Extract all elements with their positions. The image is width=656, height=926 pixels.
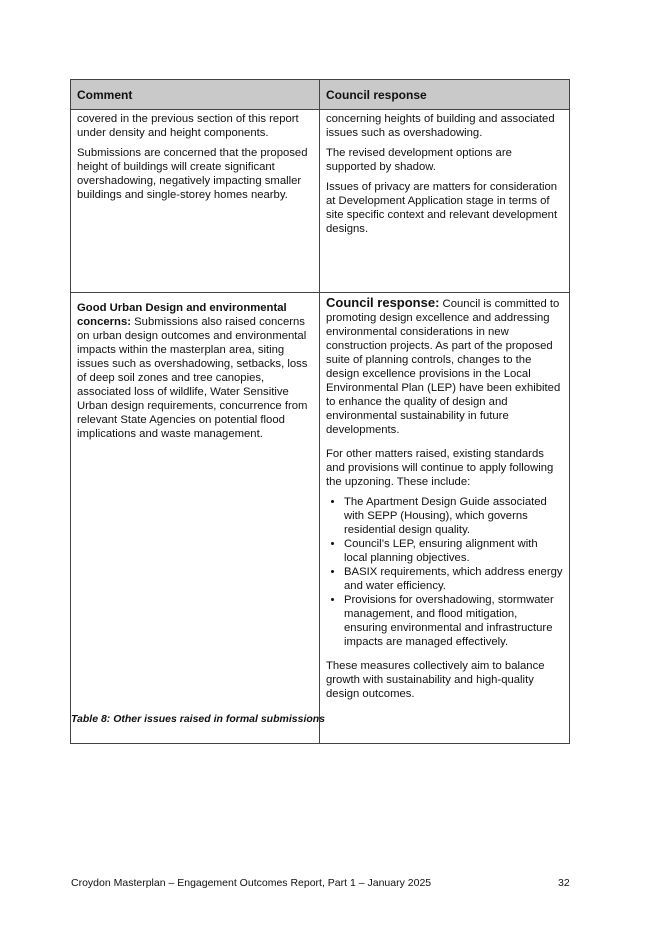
table-caption: Table 8: Other issues raised in formal submissions [71, 713, 326, 725]
response-intro [326, 296, 563, 437]
comment-body: Submissions also raised concerns on urban design outcomes and environmental impacts within the masterplan area, siting issues such as overshadowing, setbacks, loss of deep soil zones and tree canopies, associated loss of wildlife, Water Sensitive Urban design requirements, concurrence from relevant State Agencies on potential flood implications and waste management. [77, 316, 308, 440]
response-intro-text: Council is committed to promoting design excellence and addressing environmental considerations in new construction projects. As part of the proposed suite of planning controls, changes to the design excellence provisions in the Local Environmental Plan (LEP) have been exhibited to enhance the quality of design and environmental sustainability in future developments. [326, 298, 561, 436]
header-comment: Comment [71, 80, 320, 110]
response-closing: These measures collectively aim to balance growth with sustainability and high-quality design outcomes. [326, 660, 545, 700]
list-item: • Provisions for overshadowing, stormwater management, and flood mitigation, ensuring environmental and infrastructure impacts are managed effectively. [344, 593, 563, 649]
table-header-row [71, 80, 570, 110]
comment-heading: Good Urban Design and environmental concerns: [77, 302, 287, 328]
response-paragraph: Issues of privacy are matters for consideration at Development Application stage in terms of site specific context and relevant development designs. [326, 181, 558, 235]
list-item: • Council’s LEP, ensuring alignment with local planning objectives. [344, 537, 563, 565]
comment-paragraph: Submissions are concerned that the proposed height of buildings will create significant overshadowing, negatively impacting smaller buildings and single-storey homes nearby. [77, 147, 308, 201]
table-row [71, 110, 570, 293]
response-paragraph: The revised development options are supported by shadow. [326, 147, 512, 173]
response-paragraph: concerning heights of building and associated issues such as overshadowing. [326, 113, 555, 139]
comment-cell [71, 293, 320, 744]
table-row [71, 293, 570, 744]
header-council-response: Council response [320, 80, 570, 110]
comment-paragraph: covered in the previous section of this report under density and height components. [77, 113, 299, 139]
footer-text: Croydon Masterplan – Engagement Outcomes Report, Part 1 – January 2025 [71, 877, 432, 889]
list-item: • The Apartment Design Guide associated with SEPP (Housing), which governs residential design quality. [344, 495, 563, 537]
list-item: • BASIX requirements, which address energy and water efficiency. [344, 565, 563, 593]
comment-cell [71, 110, 320, 293]
response-cell [320, 293, 570, 744]
bullet-list [326, 495, 563, 649]
issues-table [70, 79, 570, 744]
comment-paragraph [77, 301, 313, 441]
page-number: 32 [558, 877, 570, 889]
response-heading: Council response: [326, 295, 440, 310]
response-other: For other matters raised, existing standards and provisions will continue to apply following the upzoning. These include: [326, 448, 554, 488]
response-cell [320, 110, 570, 293]
